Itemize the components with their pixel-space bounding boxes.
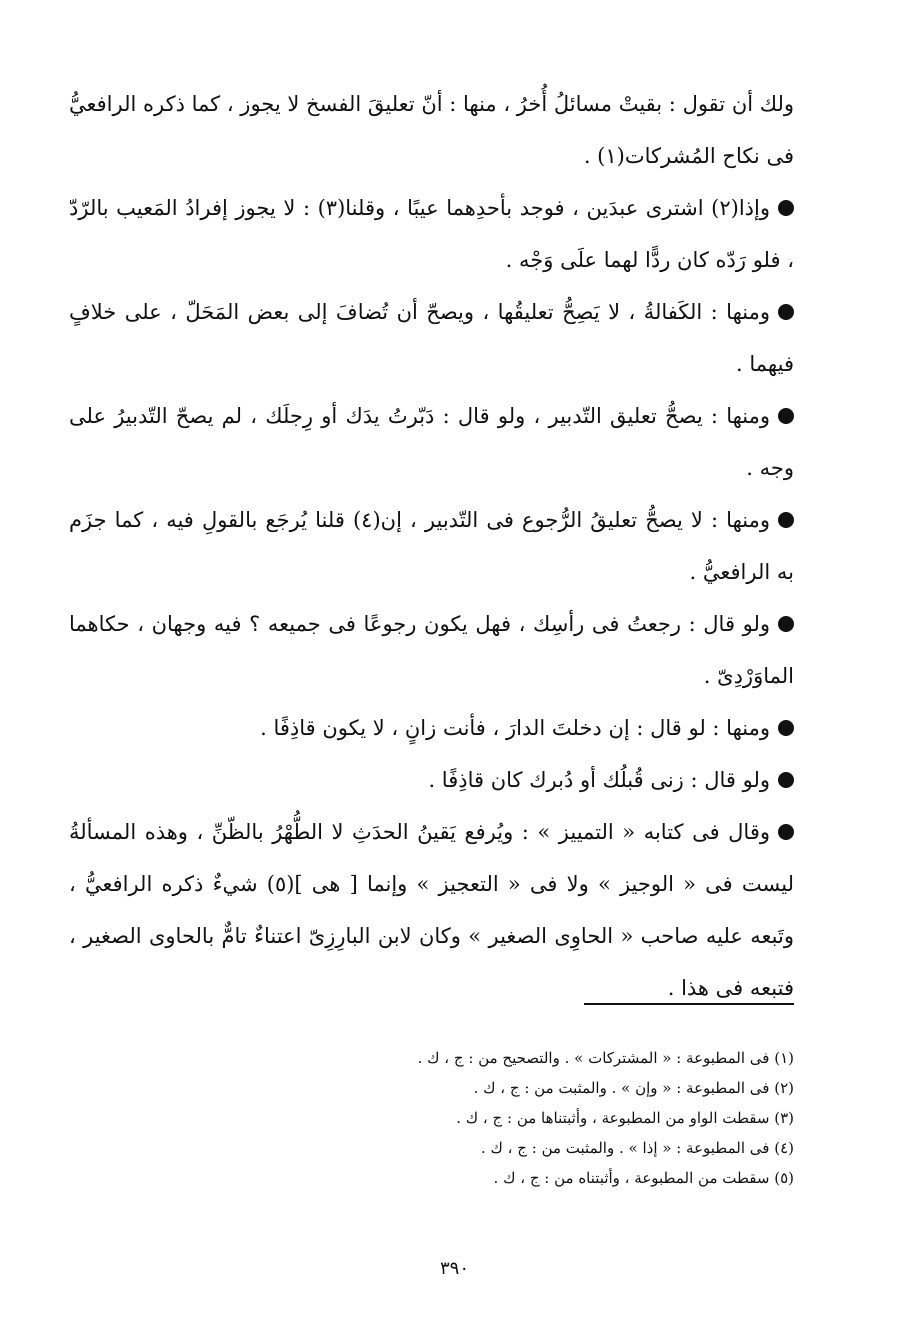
paragraph [69, 598, 794, 702]
paragraph [69, 390, 794, 494]
bullet-icon [778, 512, 794, 528]
main-text [69, 78, 794, 1014]
paragraph-text: ومنها : لا يصحُّ تعليقُ الرُّجوع فى التّدبير ، إن(٤) قلنا يُرجَع بالقولِ فيه ، كما جزَم به الرافعيُّ . [69, 508, 794, 584]
footnote-divider [584, 1003, 794, 1005]
paragraph-text: ولك أن تقول : بقيتْ مسائلُ أُخرُ ، منها : أنّ تعليقَ الفسخ لا يجوز ، كما ذكره الرافعيُّ فى نكاح المُشركات(١) . [69, 92, 794, 168]
bullet-icon [778, 200, 794, 216]
paragraph-text: وإذا(٢) اشترى عبدَين ، فوجد بأحدِهما عيبًا ، وقلنا(٣) : لا يجوز إفرادُ المَعيب بالرّدّ ، فلو رَدّه كان ردًّا لهما علَى وَجْه . [69, 196, 794, 272]
paragraph-text: ولو قال : رجعتُ فى رأسِك ، فهل يكون رجوعًا فى جميعه ؟ فيه وجهان ، حكاهما الماوَرْدِىّ . [69, 612, 794, 688]
footnotes [69, 1043, 794, 1193]
bullet-icon [778, 720, 794, 736]
paragraph-text: ولو قال : زنى قُبلُك أو دُبرك كان قاذِفًا . [428, 768, 770, 792]
bullet-icon [778, 304, 794, 320]
bullet-icon [778, 772, 794, 788]
footnote: (٢) فى المطبوعة : « وإن » . والمثبت من : ج ، ك . [473, 1079, 794, 1097]
paragraph-text: ومنها : لو قال : إن دخلتَ الدارَ ، فأنت زانٍ ، لا يكون قاذِفًا . [260, 716, 770, 740]
footnote: (٣) سقطت الواو من المطبوعة ، وأثبتناها من : ج ، ك . [456, 1109, 794, 1127]
paragraph [69, 78, 794, 182]
paragraph [69, 702, 794, 754]
bullet-icon [778, 616, 794, 632]
paragraph [69, 494, 794, 598]
paragraph [69, 286, 794, 390]
paragraph [69, 754, 794, 806]
page-number: ٣٩٠ [439, 1258, 469, 1279]
footnote: (١) فى المطبوعة : « المشتركات » . والتصحيح من : ج ، ك . [417, 1049, 794, 1067]
bullet-icon [778, 408, 794, 424]
paragraph-text: ومنها : الكَفالةُ ، لا يَصِحُّ تعليقُها ، ويصحّ أن تُضافَ إلى بعض المَحَلّ ، على خلافٍ فيهما . [69, 300, 794, 376]
paragraph-text: وقال فى كتابه « التمييز » : ويُرفع يَقينُ الحدَثِ لا الطُّهْرُ بالظّنِّ ، وهذه المسألةُ ليست فى « الوجيز » ولا فى « التعجيز » وإنما [ هى ](٥) شيءٌ ذكره الرافعيُّ ، وتَبعه عليه صاحب « الحاوِى الصغير » وكان لابن البارِزِىّ اعتناءٌ تامٌّ بالحاوى الصغير ، فتبعه فى هذا . [69, 820, 794, 1000]
footnote: (٤) فى المطبوعة : « إذا » . والمثبت من : ج ، ك . [481, 1139, 794, 1157]
bullet-icon [778, 824, 794, 840]
paragraph-text: ومنها : يصحُّ تعليق التّدبير ، ولو قال : دَبّرتُ يدَك أو رِجلَك ، لم يصحّ التّدبيرُ على وجه . [69, 404, 794, 480]
paragraph [69, 806, 794, 1014]
paragraph [69, 182, 794, 286]
footnote: (٥) سقطت من المطبوعة ، وأثبتناه من : ج ، ك . [493, 1169, 794, 1187]
